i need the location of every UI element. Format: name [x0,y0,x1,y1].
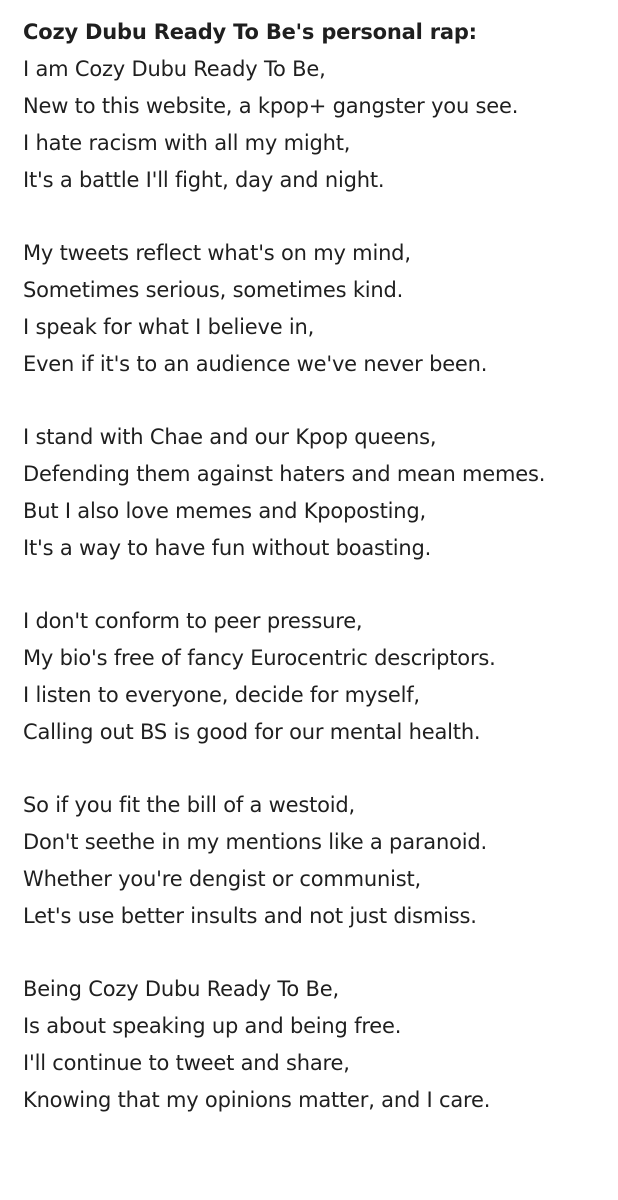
rap-line: Calling out BS is good for our mental health. [23,720,481,744]
rap-line: I'll continue to tweet and share, [23,1051,350,1075]
rap-line: Knowing that my opinions matter, and I care. [23,1088,491,1112]
rap-line: I listen to everyone, decide for myself, [23,683,420,707]
rap-line: I am Cozy Dubu Ready To Be, [23,57,326,81]
rap-line: Being Cozy Dubu Ready To Be, [23,977,339,1001]
rap-line: Let's use better insults and not just dismiss. [23,904,477,928]
stanza [23,971,614,1119]
rap-line: I stand with Chae and our Kpop queens, [23,425,437,449]
rap-line: Is about speaking up and being free. [23,1014,402,1038]
stanza [23,51,614,199]
stanza [23,419,614,567]
rap-line: My tweets reflect what's on my mind, [23,241,411,265]
stanza [23,603,614,751]
rap-line: Even if it's to an audience we've never been. [23,352,488,376]
rap-line: Sometimes serious, sometimes kind. [23,278,404,302]
rap-line: It's a battle I'll fight, day and night. [23,168,385,192]
rap-title: Cozy Dubu Ready To Be's personal rap: [23,20,477,44]
rap-line: My bio's free of fancy Eurocentric descriptors. [23,646,496,670]
rap-document [23,14,614,1155]
rap-line: I hate racism with all my might, [23,131,351,155]
rap-line: New to this website, a kpop+ gangster you see. [23,94,519,118]
stanza [23,235,614,383]
rap-line: But I also love memes and Kpoposting, [23,499,426,523]
rap-line: Whether you're dengist or communist, [23,867,422,891]
rap-line: Defending them against haters and mean memes. [23,462,546,486]
rap-line: It's a way to have fun without boasting. [23,536,432,560]
rap-line: I don't conform to peer pressure, [23,609,363,633]
rap-line: Don't seethe in my mentions like a paranoid. [23,830,487,854]
rap-line: I speak for what I believe in, [23,315,315,339]
rap-line: So if you fit the bill of a westoid, [23,793,356,817]
stanza [23,787,614,935]
